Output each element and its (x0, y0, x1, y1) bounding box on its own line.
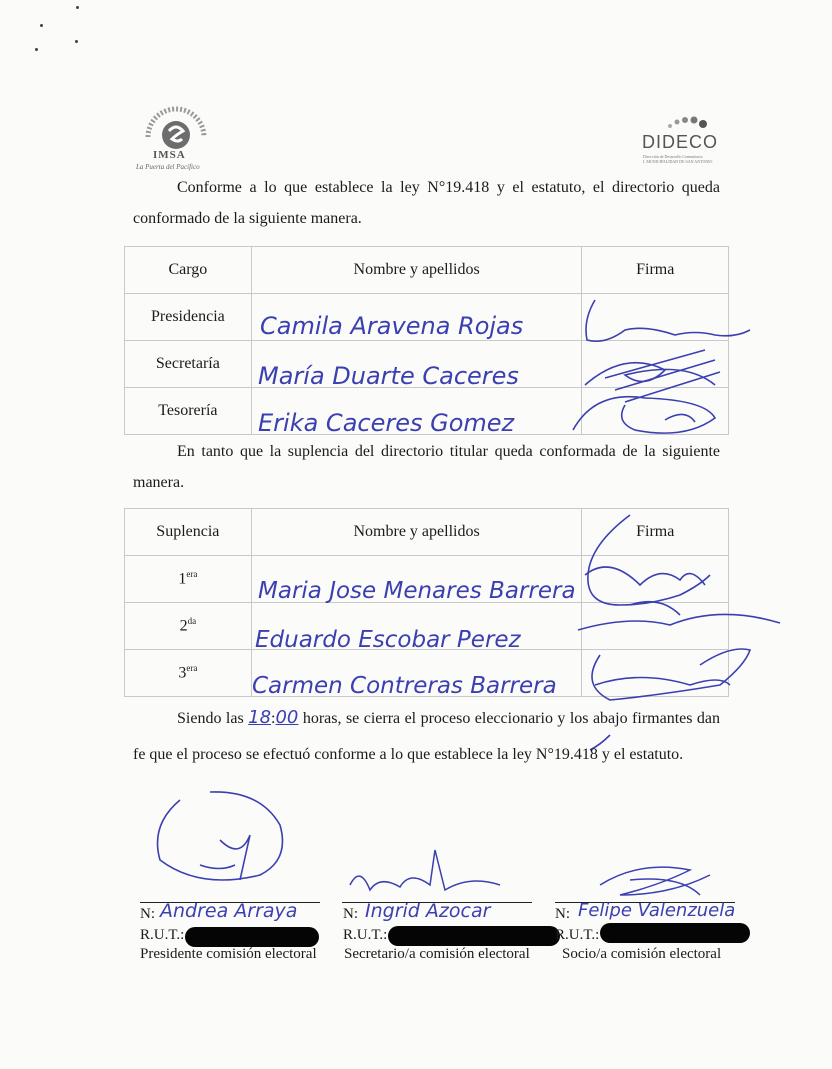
imsa-emblem-icon (136, 105, 216, 155)
suplencia-paragraph: En tanto que la suplencia del directorio titular queda conformada de la siguiente manera. (133, 443, 720, 491)
suplencia-num-cell: $2^{da}$ (125, 603, 252, 650)
handwritten-name: Maria Jose Menares Barrera (258, 578, 576, 604)
cargo-cell: Presidencia (125, 294, 252, 341)
scan-speck (75, 40, 78, 43)
cargo-cell: Secretaría (125, 341, 252, 388)
suplencia-num-cell: $3^{era}$ (125, 650, 252, 697)
dideco-line1: Dirección de Desarrollo Comunitario (643, 154, 703, 159)
scan-speck (35, 48, 38, 51)
handwritten-name: Camila Aravena Rojas (260, 312, 524, 340)
scan-speck (76, 6, 79, 9)
closing-minutes: 00 (275, 707, 299, 728)
signatory-role: Socio/a comisión electoral (562, 946, 722, 962)
header-firma: Firma (582, 509, 729, 556)
dideco-line2: I. MUNICIPALIDAD DE SAN ANTONIO (643, 159, 713, 164)
header-firma: Firma (582, 247, 729, 294)
dideco-logo (640, 112, 720, 162)
handwritten-name: Carmen Contreras Barrera (252, 673, 557, 699)
closing-prefix: Siendo las (177, 710, 244, 727)
closing-paragraph: Siendo las 18:00 horas, se cierra el proceso eleccionario y los abajo firmantes dan fe que el proceso se efectuó conforme a lo que establece la ley N°19.418 y el estatuto. (133, 707, 721, 763)
imsa-logo (136, 105, 216, 175)
signature-scribble-icon (140, 780, 320, 900)
handwritten-name: Eduardo Escobar Perez (255, 627, 521, 653)
redaction-bar (185, 927, 319, 947)
signatory-n-label: N: (555, 906, 570, 922)
redaction-bar (388, 926, 560, 946)
header-nombre: Nombre y apellidos (251, 247, 582, 294)
cargo-cell: Tesorería (125, 388, 252, 435)
closing-rest: horas, se cierra el proceso eleccionario y los abajo firmantes dan fe que el proceso se efectuó conforme a lo que establece la ley N°19.418 y el estatuto. (133, 710, 721, 763)
signatory-role: Secretario/a comisión electoral (344, 946, 530, 962)
handwritten-name: Erika Caceres Gomez (258, 409, 515, 437)
imsa-name: IMSA (153, 149, 186, 161)
signatory-name: Felipe Valenzuela (578, 900, 736, 921)
suplencia-num-cell: $1^{era}$ (125, 556, 252, 603)
signatory-rut-label: R.U.T.: (555, 927, 600, 943)
signatory-n-label: N: (140, 906, 155, 922)
header-nombre: Nombre y apellidos (251, 509, 582, 556)
signatory-name: Ingrid Azocar (365, 900, 491, 922)
intro-paragraph: Conforme a lo que establece la ley N°19.418 y el estatuto, el directorio queda conformado de la siguiente manera. (133, 179, 720, 227)
dideco-name: DIDECO (642, 132, 719, 152)
signature-scribble-icon (565, 290, 765, 440)
signature-scribble-icon (340, 845, 520, 905)
redaction-bar (600, 923, 750, 943)
signatory-role: Presidente comisión electoral (140, 946, 317, 962)
imsa-tagline: La Puerta del Pacífico (136, 163, 200, 171)
signature-scribble-icon (590, 855, 730, 905)
signatory-rut-label: R.U.T.: (140, 927, 185, 943)
closing-hour: 18 (248, 707, 272, 728)
scan-speck (40, 24, 43, 27)
signatory-name: Andrea Arraya (160, 900, 298, 922)
dideco-dots-icon (640, 112, 720, 134)
signatory-n-label: N: (343, 906, 358, 922)
header-suplencia: Suplencia (125, 509, 252, 556)
table-header-row (125, 247, 729, 294)
header-cargo: Cargo (125, 247, 252, 294)
handwritten-name: María Duarte Caceres (258, 362, 519, 390)
signatory-rut-label: R.U.T.: (343, 927, 388, 943)
